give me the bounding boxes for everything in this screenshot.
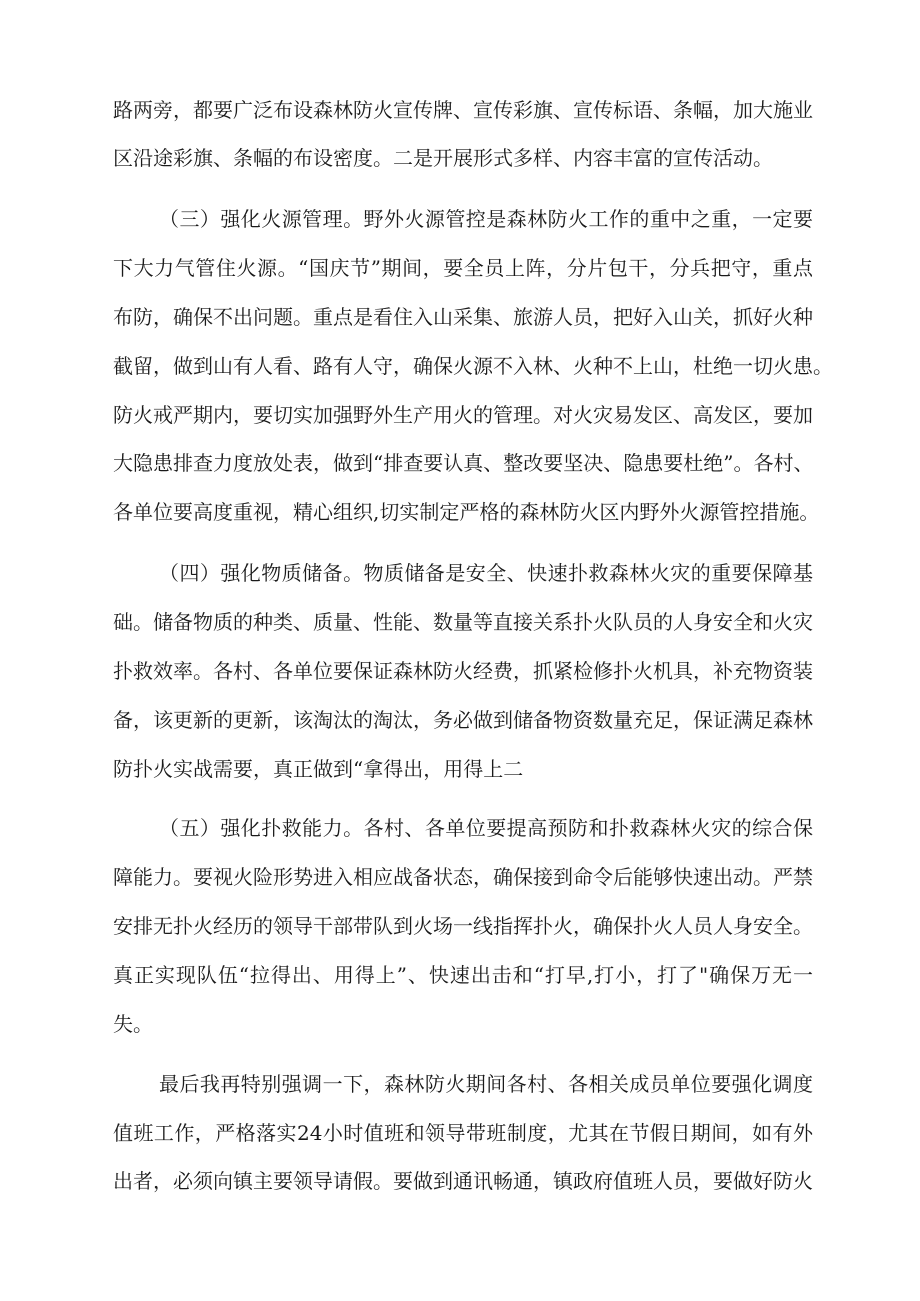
paragraph-line: 防火戒严期内，要切实加强野外生产用火的管理。对火灾易发区、高发区，要加	[113, 403, 813, 427]
paragraph-line: （三）强化火源管理。野外火源管控是森林防火工作的重中之重，一定要	[159, 207, 813, 231]
paragraph-line: 各单位要高度重视，精心组织,切实制定严格的森林防火区内野外火源管控措施。	[113, 500, 820, 524]
paragraph-line: 大隐患排查力度放处表，做到“排查要认真、整改要坚决、隐患要杜绝”。各村、	[113, 451, 814, 475]
paragraph-line: 最后我再特别强调一下，森林防火期间各村、各相关成员单位要强化调度	[159, 1072, 813, 1096]
paragraph-line: 备，该更新的更新，该淘汰的淘汰，务必做到储备物资数量充足，保证满足森林	[113, 708, 813, 732]
paragraph-line: 扑救效率。各村、各单位要保证森林防火经费，抓紧检修扑火机具，补充物资装	[113, 659, 813, 683]
paragraph-line: 布防，确保不出问题。重点是看住入山采集、旅游人员，把好入山关，抓好火种	[113, 305, 813, 329]
paragraph-line: （五）强化扑救能力。各村、各单位要提高预防和扑救森林火灾的综合保	[159, 816, 813, 840]
paragraph-line: 障能力。要视火险形势进入相应战备状态，确保接到命令后能够快速出动。严禁	[113, 865, 813, 889]
paragraph-line: 安排无扑火经历的领导干部带队到火场一线指挥扑火，确保扑火人员人身安全。	[113, 914, 813, 938]
paragraph-line: 出者，必须向镇主要领导请假。要做到通讯畅通，镇政府值班人员，要做好防火	[113, 1169, 813, 1193]
paragraph-line: 础。储备物质的种类、质量、性能、数量等直接关系扑火队员的人身安全和火灾	[113, 610, 813, 634]
paragraph-line: 防扑火实战需要，真正做到“拿得出，用得上二	[113, 757, 524, 781]
paragraph-line: 失。	[113, 1012, 153, 1036]
paragraph-line: 路两旁，都要广泛布设森林防火宣传牌、宣传彩旗、宣传标语、条幅，加大施业	[113, 98, 813, 122]
paragraph-line: 真正实现队伍“拉得出、用得上”、快速出击和“打早,打小，打了"确保万无一	[113, 963, 813, 987]
paragraph-line: 下大力气管住火源。“国庆节”期间，要全员上阵，分片包干，分兵把守，重点	[113, 256, 813, 280]
paragraph-line: （四）强化物质储备。物质储备是安全、快速扑救森林火灾的重要保障基	[159, 561, 813, 585]
paragraph-line: 值班工作，严格落实24小时值班和领导带班制度，尤其在节假日期间，如有外	[113, 1121, 813, 1145]
paragraph-line: 截留，做到山有人看、路有人守，确保火源不入林、火种不上山，杜绝一切火患。	[113, 354, 833, 378]
paragraph-line: 区沿途彩旗、条幅的布设密度。二是开展形式多样、内容丰富的宣传活动。	[113, 146, 773, 170]
